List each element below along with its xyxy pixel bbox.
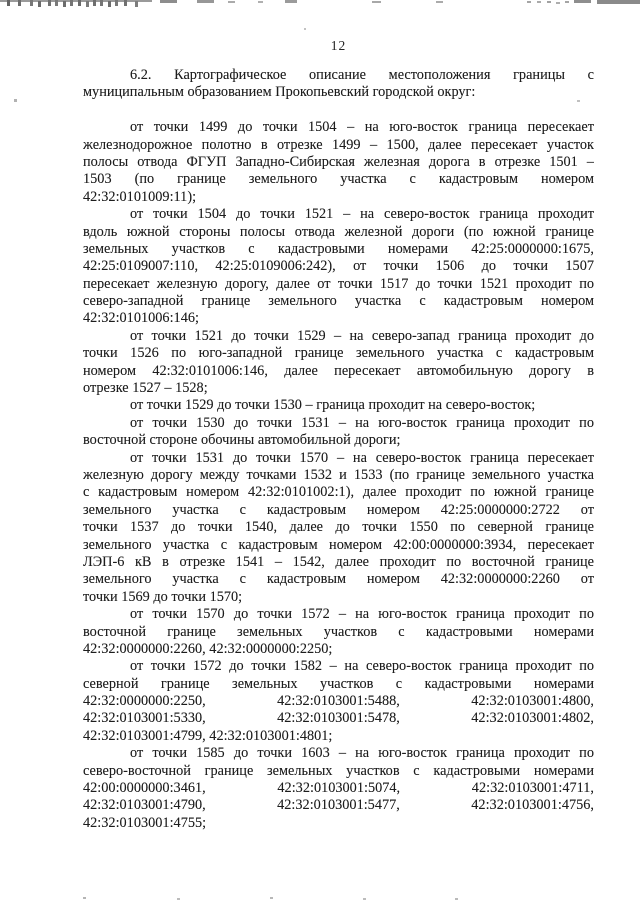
paragraph-line: отрезке 1527 – 1528;: [83, 380, 208, 397]
scan-artifact-dash: [372, 1, 381, 3]
paragraph-line: 42:25:0109007:110, 42:25:0109006:242), от точки 1506 до точки 1507: [83, 258, 594, 275]
paragraph-line: номером 42:32:0101006:146, далее пересекает автомобильную дорогу в: [83, 362, 594, 379]
paragraph-line: 42:32:0101009:11);: [83, 188, 197, 205]
paragraph-p-1530-1531: [83, 415, 594, 450]
paragraph-p-1529-1530: [83, 397, 594, 414]
paragraph-p-1521-1529: [83, 328, 594, 398]
paragraph-line: земельных участков с кадастровыми номерами 42:25:0000000:1675,: [83, 240, 594, 257]
paragraph-line: ЛЭП-6 кВ в отрезке 1541 – 1542, далее проходит по восточной границе: [83, 553, 594, 570]
paragraph-line: северо-западной границе земельного участка с кадастровым номером: [83, 293, 594, 310]
section-heading: [83, 67, 594, 102]
paragraph-line: железную дорогу между точками 1532 и 1533 (по границе земельного участка: [83, 466, 594, 483]
paragraph-line: северной границе земельных участков с кадастровыми номерами: [83, 675, 594, 692]
paragraph-p-1531-1570: [83, 450, 594, 607]
paragraph-line: от точки 1504 до точки 1521 – на северо-восток граница проходит: [130, 206, 594, 223]
heading-line: 6.2. Картографическое описание местоположения границы с: [130, 67, 594, 83]
paragraph-line: земельного участка с кадастровым номером 42:25:0000000:2722 от: [83, 501, 594, 518]
paragraph-line: точки 1526 по юго-западной границе земельного участка с кадастровым: [83, 345, 594, 362]
paragraph-line: с кадастровым номером 42:32:0101002:1), далее проходит по южной границе: [83, 484, 594, 501]
paragraph-p-1499-1504: [83, 119, 594, 206]
paragraph-line: 42:32:0000000:2250, 42:32:0103001:5488, 42:32:0103001:4800,: [83, 693, 594, 710]
paragraph-p-1570-1572: [83, 606, 594, 658]
paragraph-line: точки 1537 до точки 1540, далее до точки 1550 по северной границе: [83, 519, 594, 536]
scan-artifact-cluster: [527, 1, 531, 3]
paragraph-line: от точки 1521 до точки 1529 – на северо-запад граница проходит до: [130, 327, 594, 344]
scan-artifact-dash: [258, 1, 263, 3]
scan-artifact-bottom-dots: [83, 897, 86, 899]
paragraph-line: точки 1569 до точки 1570;: [83, 588, 243, 605]
paragraph-line: 42:32:0103001:4790, 42:32:0103001:5477, 42:32:0103001:4756,: [83, 797, 594, 814]
paragraph-line: 42:32:0103001:4755;: [83, 814, 207, 831]
scan-artifact-dash: [436, 1, 443, 3]
heading-gap: [83, 102, 594, 119]
scan-artifact-top-right: [597, 0, 640, 4]
paragraph-line: от точки 1585 до точки 1603 – на юго-восток граница проходит по: [130, 745, 594, 762]
scan-artifact-speck: [14, 99, 17, 102]
paragraph-line: восточной границе земельных участков с кадастровыми номерами: [83, 623, 594, 640]
paragraph-line: 42:32:0103001:5330, 42:32:0103001:5478, 42:32:0103001:4802,: [83, 710, 594, 727]
paragraph-line: восточной стороне обочины автомобильной дороги;: [83, 432, 401, 449]
scan-artifact-dash: [228, 1, 235, 3]
page-number: 12: [330, 38, 347, 53]
paragraph-line: от точки 1529 до точки 1530 – граница проходит на северо-восток;: [130, 397, 536, 414]
paragraph-line: от точки 1499 до точки 1504 – на юго-восток граница пересекает: [130, 119, 594, 136]
paragraph-line: 42:32:0101006:146;: [83, 310, 199, 327]
scan-artifact-dash: [574, 0, 591, 3]
paragraph-line: пересекает железную дорогу, далее от точки 1517 до точки 1521 проходит по: [83, 275, 594, 292]
scan-artifact-top-band: [0, 0, 152, 2]
paragraph-line: земельного участка с кадастровым номером 42:32:0000000:2260 от: [83, 571, 594, 588]
scan-artifact-dash: [285, 0, 297, 3]
paragraph-line: полосы отвода ФГУП Западно-Сибирская железная дорога в отрезке 1501 –: [83, 153, 594, 170]
scan-artifact-top-ticks: [7, 0, 10, 6]
paragraph-line: земельного участка с кадастровым номером 42:00:0000000:3934, пересекает: [83, 536, 594, 553]
paragraph-line: от точки 1531 до точки 1570 – на северо-восток граница пересекает: [130, 449, 594, 466]
paragraph-p-1504-1521: [83, 206, 594, 328]
paragraph-p-1585-1603: [83, 745, 594, 832]
paragraph-line: северо-восточной границе земельных участков с кадастровыми номерами: [83, 762, 594, 779]
scan-artifact-dash: [197, 0, 214, 3]
scan-artifact-speck: [304, 28, 306, 30]
paragraph-line: от точки 1530 до точки 1531 – на юго-восток граница проходит по: [130, 414, 594, 431]
paragraph-p-1572-1582: [83, 658, 594, 745]
scan-artifact-dash: [160, 0, 177, 3]
paragraph-line: 1503 (по границе земельного участка с кадастровым номером: [83, 171, 594, 188]
paragraph-line: 42:32:0103001:4799, 42:32:0103001:4801;: [83, 727, 333, 744]
heading-line: муниципальным образованием Прокопьевский городской округ:: [83, 84, 476, 101]
document-content: [83, 67, 594, 832]
document-body: [83, 119, 594, 832]
paragraph-line: от точки 1572 до точки 1582 – на северо-восток граница проходит по: [130, 658, 594, 675]
paragraph-line: 42:32:0000000:2260, 42:32:0000000:2250;: [83, 640, 333, 657]
paragraph-line: 42:00:0000000:3461, 42:32:0103001:5074, 42:32:0103001:4711,: [83, 780, 594, 797]
paragraph-line: от точки 1570 до точки 1572 – на юго-восток граница проходит по: [130, 606, 594, 623]
paragraph-line: вдоль южной стороны полосы отвода железной дороги (по южной границе: [83, 223, 594, 240]
paragraph-line: железнодорожное полотно в отрезке 1499 – 1500, далее пересекает участок: [83, 136, 594, 153]
